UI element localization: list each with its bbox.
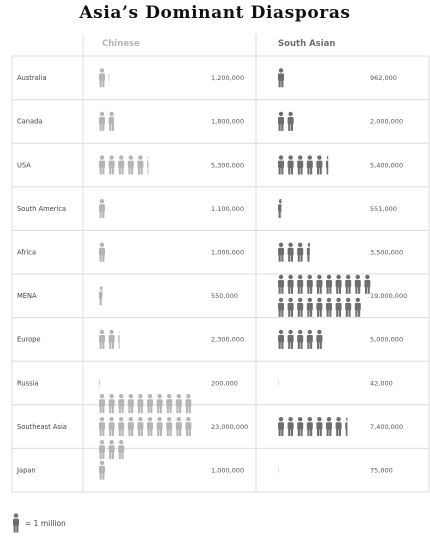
chinese-person-icon <box>99 199 105 218</box>
south-asian-person-icon <box>278 68 284 87</box>
chinese-person-icon <box>99 68 105 87</box>
south-asian-person-icon <box>307 330 313 349</box>
chinese-person-icon <box>109 199 115 218</box>
south-asian-person-icon <box>336 275 342 294</box>
table-row <box>17 155 403 174</box>
chinese-person-icon <box>118 394 124 413</box>
south-asian-person-icon <box>288 243 294 262</box>
south-asian-person-icon <box>288 155 294 174</box>
south-asian-person-icon <box>336 417 342 436</box>
south-asian-value-label: 19,000,000 <box>370 292 408 301</box>
chinese-icons <box>99 373 105 392</box>
region-label: Australia <box>17 74 47 83</box>
chinese-person-icon <box>99 330 105 349</box>
chinese-person-icon <box>157 394 163 413</box>
south-asian-person-icon <box>307 155 313 174</box>
table-row <box>17 243 403 262</box>
south-asian-person-icon <box>307 298 313 317</box>
south-asian-value-label: 5,400,000 <box>370 161 404 170</box>
region-label: Africa <box>17 248 37 257</box>
south-asian-value-label: 5,000,000 <box>370 335 404 344</box>
south-asian-icons <box>278 461 284 480</box>
south-asian-person-icon <box>278 330 284 349</box>
south-asian-person-icon <box>297 243 303 262</box>
chinese-person-icon <box>109 417 115 436</box>
south-asian-icons <box>278 330 322 349</box>
chinese-person-icon <box>137 155 143 174</box>
chinese-person-icon <box>147 155 153 174</box>
south-asian-person-icon <box>326 298 332 317</box>
chinese-value-label: 23,000,000 <box>211 422 249 431</box>
chinese-person-icon <box>99 394 105 413</box>
table-row <box>17 68 397 87</box>
south-asian-person-icon <box>278 199 284 218</box>
south-asian-icons <box>278 199 284 218</box>
south-asian-icons <box>278 155 332 174</box>
south-asian-person-icon <box>297 298 303 317</box>
chinese-icons <box>99 155 153 174</box>
region-label: USA <box>17 161 31 170</box>
chinese-person-icon <box>109 112 115 131</box>
chinese-icons <box>99 112 115 131</box>
chinese-value-label: 1,800,000 <box>211 117 245 126</box>
south-asian-person-icon <box>278 112 284 131</box>
south-asian-value-label: 551,000 <box>370 204 397 213</box>
chinese-icons <box>99 394 191 459</box>
south-asian-person-icon <box>278 243 284 262</box>
chinese-person-icon <box>137 394 143 413</box>
table-row <box>17 330 403 349</box>
region-label: Canada <box>17 117 43 126</box>
south-asian-person-icon <box>307 417 313 436</box>
region-label: South America <box>17 204 67 213</box>
chinese-person-icon <box>118 330 124 349</box>
chinese-icons <box>99 199 115 218</box>
table-row <box>17 275 407 317</box>
region-label: MENA <box>17 292 37 301</box>
legend-label: = 1 million <box>25 518 66 528</box>
chinese-value-label: 1,000,000 <box>211 466 245 475</box>
chinese-icons <box>99 68 115 87</box>
south-asian-person-icon <box>278 461 284 480</box>
south-asian-person-icon <box>316 417 322 436</box>
chinese-person-icon <box>118 155 124 174</box>
chinese-person-icon <box>99 243 105 262</box>
chinese-person-icon <box>109 330 115 349</box>
south-asian-person-icon <box>297 275 303 294</box>
south-asian-icons <box>278 417 351 436</box>
south-asian-value-label: 962,000 <box>370 74 397 83</box>
south-asian-person-icon <box>316 275 322 294</box>
region-label: Japan <box>17 466 36 475</box>
region-label: Russia <box>17 379 39 388</box>
south-asian-person-icon <box>288 275 294 294</box>
chinese-person-icon <box>118 440 124 459</box>
chinese-person-icon <box>118 417 124 436</box>
south-asian-person-icon <box>307 243 313 262</box>
south-asian-person-icon <box>278 417 284 436</box>
column-header-south-asian: South Asian <box>278 39 336 49</box>
chinese-value-label: 200,000 <box>211 379 238 388</box>
table-row <box>17 394 403 459</box>
chinese-person-icon <box>109 440 115 459</box>
chinese-value-label: 2,300,000 <box>211 335 245 344</box>
south-asian-value-label: 42,000 <box>370 379 393 388</box>
chinese-icons <box>99 243 105 262</box>
chinese-person-icon <box>99 286 105 305</box>
chinese-person-icon <box>166 417 172 436</box>
south-asian-person-icon <box>278 275 284 294</box>
chinese-person-icon <box>185 394 191 413</box>
chinese-person-icon <box>176 417 182 436</box>
chinese-person-icon <box>99 440 105 459</box>
chinese-person-icon <box>166 394 172 413</box>
south-asian-person-icon <box>316 155 322 174</box>
south-asian-person-icon <box>297 330 303 349</box>
south-asian-value-label: 3,500,000 <box>370 248 404 257</box>
chinese-person-icon <box>99 373 105 392</box>
south-asian-person-icon <box>355 275 361 294</box>
south-asian-person-icon <box>316 298 322 317</box>
chinese-value-label: 1,200,000 <box>211 74 245 83</box>
south-asian-icons <box>278 243 313 262</box>
chinese-value-label: 550,000 <box>211 292 238 301</box>
chinese-person-icon <box>147 417 153 436</box>
table-row <box>17 112 403 131</box>
south-asian-person-icon <box>278 373 284 392</box>
south-asian-person-icon <box>307 275 313 294</box>
south-asian-person-icon <box>278 155 284 174</box>
south-asian-person-icon <box>288 112 294 131</box>
south-asian-value-label: 75,000 <box>370 466 393 475</box>
chart-title: Asia’s Dominant Diasporas <box>79 3 351 23</box>
table-row <box>16 461 393 480</box>
south-asian-person-icon <box>336 298 342 317</box>
chinese-person-icon <box>137 417 143 436</box>
chinese-person-icon <box>109 394 115 413</box>
chinese-person-icon <box>157 417 163 436</box>
chinese-icons <box>99 286 105 305</box>
region-label: Southeast Asia <box>17 422 67 431</box>
south-asian-person-icon <box>288 417 294 436</box>
south-asian-person-icon <box>316 330 322 349</box>
south-asian-person-icon <box>288 330 294 349</box>
south-asian-person-icon <box>345 275 351 294</box>
south-asian-person-icon <box>345 417 351 436</box>
south-asian-icons <box>278 112 294 131</box>
chinese-person-icon <box>128 155 134 174</box>
chinese-person-icon <box>176 394 182 413</box>
chinese-person-icon <box>99 417 105 436</box>
column-header-chinese: Chinese <box>102 39 140 49</box>
south-asian-person-icon <box>326 417 332 436</box>
south-asian-icons <box>278 373 284 392</box>
chinese-person-icon <box>185 417 191 436</box>
person-icon <box>12 513 20 533</box>
south-asian-person-icon <box>288 298 294 317</box>
chinese-icons <box>99 461 105 480</box>
south-asian-icons <box>278 275 370 317</box>
south-asian-person-icon <box>326 155 332 174</box>
chinese-person-icon <box>99 155 105 174</box>
chinese-person-icon <box>99 112 105 131</box>
south-asian-value-label: 7,400,000 <box>370 422 404 431</box>
south-asian-person-icon <box>326 275 332 294</box>
south-asian-person-icon <box>355 298 361 317</box>
south-asian-person-icon <box>297 417 303 436</box>
chinese-value-label: 5,300,000 <box>211 161 245 170</box>
south-asian-value-label: 2,000,000 <box>370 117 404 126</box>
chinese-person-icon <box>109 155 115 174</box>
chinese-person-icon <box>109 68 115 87</box>
chinese-value-label: 1,000,000 <box>211 248 245 257</box>
south-asian-person-icon <box>278 298 284 317</box>
chinese-person-icon <box>128 417 134 436</box>
south-asian-person-icon <box>364 275 370 294</box>
south-asian-person-icon <box>345 298 351 317</box>
table-row <box>17 199 397 218</box>
region-label: Europe <box>17 335 41 344</box>
chinese-value-label: 1,100,000 <box>211 204 245 213</box>
chinese-person-icon <box>128 394 134 413</box>
south-asian-person-icon <box>297 155 303 174</box>
chinese-person-icon <box>147 394 153 413</box>
legend <box>12 513 66 533</box>
table-row <box>17 373 393 392</box>
chinese-person-icon <box>99 461 105 480</box>
south-asian-icons <box>278 68 284 87</box>
chinese-icons <box>99 330 124 349</box>
